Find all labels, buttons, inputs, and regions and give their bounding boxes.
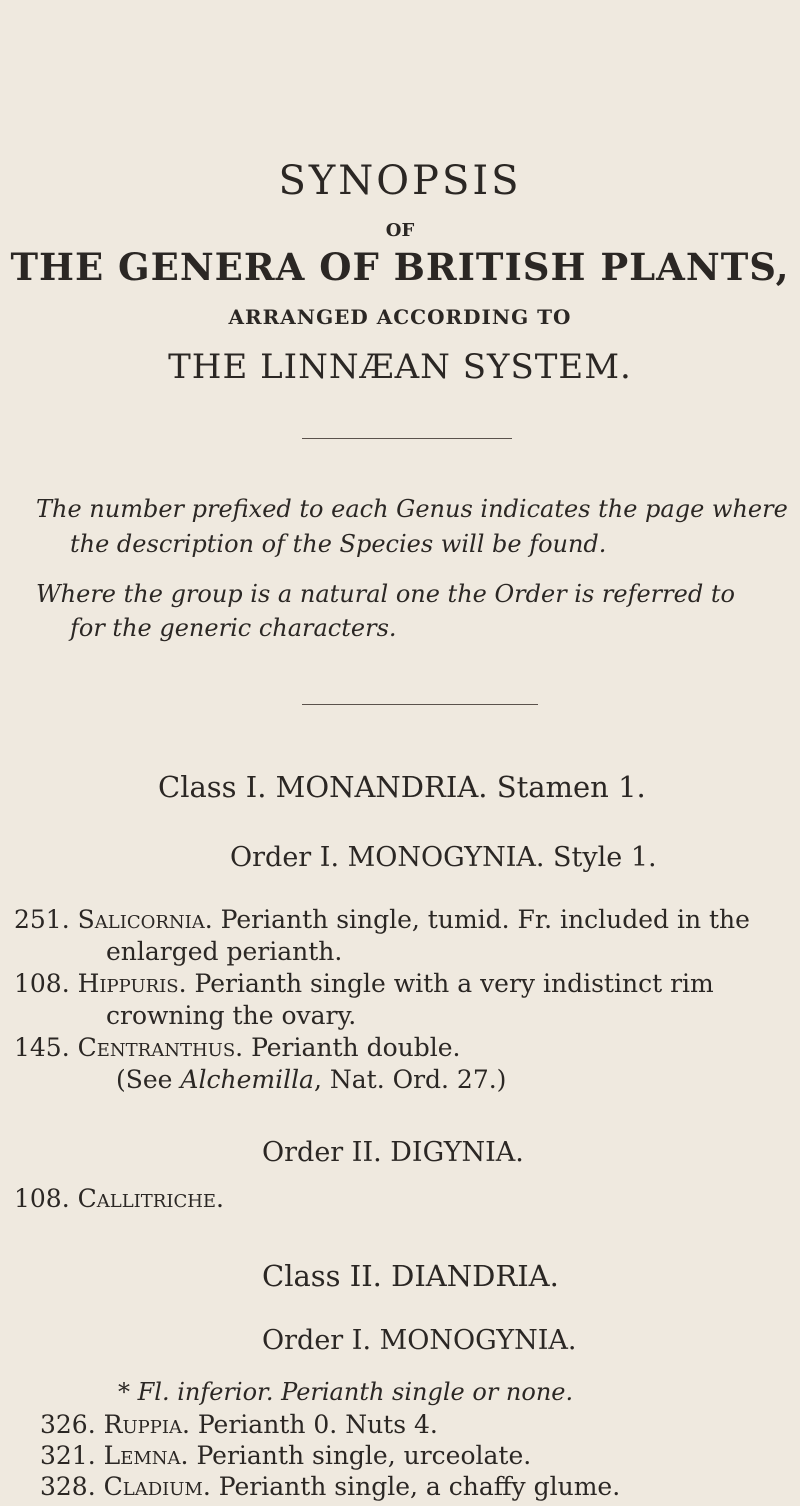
genus-page-number: 145. <box>14 1033 70 1062</box>
see-suffix: , Nat. Ord. 27.) <box>313 1065 507 1094</box>
genus-description: Perianth single, tumid. Fr. included in the <box>220 905 750 934</box>
divider-rule <box>302 704 538 705</box>
genus-name: Salicornia. <box>77 905 213 934</box>
intro-line-2: the description of the Species will be found. <box>70 530 607 558</box>
genus-page-number: 108. <box>14 969 70 998</box>
genus-page-number: 321. <box>40 1441 96 1470</box>
genus-name: Lemna. <box>103 1441 189 1470</box>
class-1-order-2-heading: Order II. DIGYNIA. <box>262 1137 524 1168</box>
genus-entry-salicornia <box>14 905 750 934</box>
title-of: OF <box>385 220 415 241</box>
class-1-order-1-heading: Order I. MONOGYNIA. Style 1. <box>230 842 657 873</box>
genus-name: Centranthus. <box>77 1033 244 1062</box>
genus-page-number: 328. <box>40 1472 96 1501</box>
see-genus: Alchemilla <box>180 1065 314 1094</box>
genus-description-cont: crowning the ovary. <box>106 1001 357 1030</box>
intro-line-3: Where the group is a natural one the Order is referred to <box>36 580 735 608</box>
genus-entry-ruppia <box>40 1410 438 1439</box>
class-2-heading: Class II. DIANDRIA. <box>262 1259 559 1293</box>
genus-page-number: 251. <box>14 905 70 934</box>
title-genera: THE GENERA OF BRITISH PLANTS, <box>10 245 790 289</box>
intro-line-4: for the generic characters. <box>70 614 397 642</box>
genus-description: Perianth double. <box>251 1033 461 1062</box>
genus-description-cont: enlarged perianth. <box>106 937 343 966</box>
genus-entry-cladium <box>40 1472 620 1501</box>
see-prefix: (See <box>116 1065 181 1094</box>
genus-page-number: 108. <box>14 1184 70 1213</box>
title-arranged: ARRANGED ACCORDING TO <box>228 305 572 329</box>
genus-page-number: 326. <box>40 1410 96 1439</box>
genus-name: Callitriche. <box>77 1184 224 1213</box>
genus-entry-hippuris <box>14 969 714 998</box>
genus-entry-lemna <box>40 1441 531 1470</box>
genus-name: Cladium. <box>103 1472 211 1501</box>
genus-description: Perianth single, urceolate. <box>196 1441 532 1470</box>
genus-description-cont <box>116 1065 506 1094</box>
divider-rule <box>302 438 512 439</box>
class-2-order-1-heading: Order I. MONOGYNIA. <box>262 1325 577 1356</box>
genus-description: Perianth 0. Nuts 4. <box>197 1410 438 1439</box>
genus-name: Hippuris. <box>77 969 187 998</box>
intro-line-1: The number prefixed to each Genus indicates the page where <box>36 495 788 523</box>
genus-description: Perianth single with a very indistinct rim <box>194 969 714 998</box>
title-system: THE LINNÆAN SYSTEM. <box>168 347 632 387</box>
genus-name: Ruppia. <box>103 1410 190 1439</box>
subsection-heading: * Fl. inferior. Perianth single or none. <box>118 1378 574 1406</box>
genus-entry-callitriche <box>14 1184 224 1213</box>
genus-entry-centranthus <box>14 1033 461 1062</box>
genus-description: Perianth single, a chaffy glume. <box>218 1472 621 1501</box>
class-1-heading: Class I. MONANDRIA. Stamen 1. <box>158 770 646 804</box>
title-synopsis: SYNOPSIS <box>278 158 522 204</box>
